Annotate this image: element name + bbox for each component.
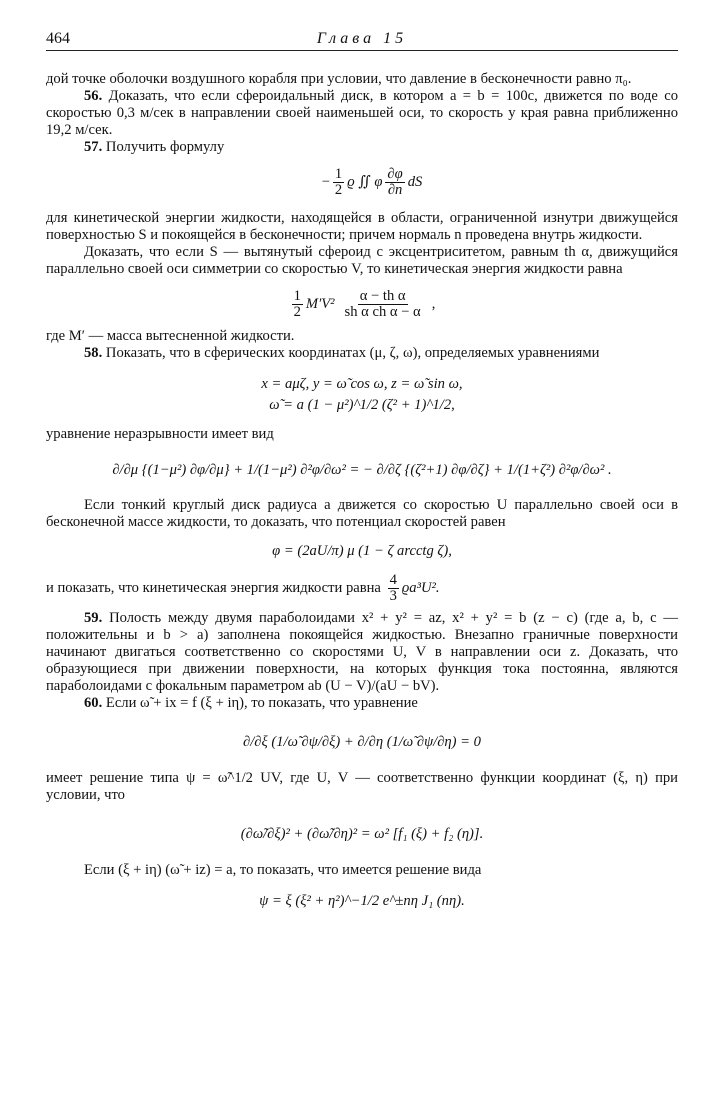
problem-59-text: Полость между двумя параболоидами x² + y² = az, x² + y² = b (z − c) (где a, b, c — положительны и b > a) заполнена покоящейся жидкостью. Внезапно граничные поверхности начинают двигаться соответственно со скоростями U, V в направлении оси z. Доказать, что образующиеся при движении поверхности, на которых функция тока постоянна, являются параболоидами с фокальным параметром ab (U − V)/(aU − bV). bbox=[46, 610, 678, 694]
page-header bbox=[46, 30, 678, 51]
problem-59 bbox=[46, 610, 678, 695]
problem-57-text-b: для кинетической энергии жидкости, находящейся в области, ограниченной изнутри движущейся поверхностью S и покоящейся в бесконечности; причем нормаль n проведена внутрь жидкости. bbox=[46, 210, 678, 243]
equation-58-continuity: ∂/∂μ {(1−μ²) ∂φ/∂μ} + 1/(1−μ²) ∂²φ/∂ω² = − ∂/∂ζ {(ζ²+1) ∂φ/∂ζ} + 1/(1+ζ²) ∂²φ/∂ω² . bbox=[112, 461, 612, 478]
problem-56-number: 56. bbox=[84, 88, 103, 104]
equation-57-spheroid: $\frac{1}{2}$ M′V² $\frac{\text{α − th α}}{\text{sh α ch α − α}}$ , bbox=[293, 287, 436, 320]
problem-57 bbox=[46, 139, 678, 156]
equation-60-condition: (∂ω̃/∂ξ)² + (∂ω̃/∂η)² = ω² [f₁ (ξ) + f₂ (η)]. bbox=[240, 825, 484, 842]
equation-58-potential: φ = (2aU/π) μ (1 − ζ arcctg ζ), bbox=[272, 542, 452, 559]
intro-paragraph: дой точке оболочки воздушного корабля при условии, что давление в бесконечности равно π₀. bbox=[46, 71, 632, 87]
equation-60-stream: ∂/∂ξ (1/ω̃ ∂ψ/∂ξ) + ∂/∂η (1/ω̃ ∂ψ/∂η) = 0 bbox=[243, 733, 481, 750]
equation-58-omega: ω̃ = a (1 − μ²)^1/2 (ζ² + 1)^1/2, bbox=[269, 396, 455, 413]
problem-60 bbox=[46, 695, 678, 712]
problem-60-number: 60. bbox=[84, 695, 103, 711]
problem-58-text-d: и показать, что кинетическая энергия жидкости равна $\frac{4}{3}$ ϱa³U². bbox=[46, 572, 440, 604]
problem-56-text: Доказать, что если сфероидальный диск, в котором a = b = 100c, движется по воде со скоростью 0,3 м/сек в направлении своей наименьшей оси, то скорость у края равна приближенно 19,2 м/сек. bbox=[46, 88, 678, 138]
problem-59-number: 59. bbox=[84, 610, 103, 626]
equation-58-coords: x = aμζ, y = ω̃ cos ω, z = ω̃ sin ω, bbox=[261, 375, 463, 392]
problem-57-number: 57. bbox=[84, 139, 103, 155]
problem-57-text-c: Доказать, что если S — вытянутый сфероид с эксцентриситетом, равным th α, движущийся параллельно своей оси симметрии со скоростью V, то кинетическая энергия жидкости равна bbox=[46, 244, 678, 277]
problem-57-text: Получить формулу bbox=[105, 139, 225, 155]
problem-56 bbox=[46, 88, 678, 139]
page-number: 464 bbox=[46, 30, 70, 47]
problem-57-text-d: где M′ — масса вытесненной жидкости. bbox=[46, 328, 295, 344]
chapter-title: Глава 15 bbox=[316, 30, 408, 47]
equation-57-energy: − $\frac{1}{2}$ ϱ ∬ φ $\frac{\partial\varphi}{\partial n}$ dS bbox=[321, 165, 423, 198]
problem-58-text-b: уравнение неразрывности имеет вид bbox=[46, 426, 274, 442]
problem-58-text-c: Если тонкий круглый диск радиуса a движется со скоростью U параллельно своей оси в бесконечной массе жидкости, то доказать, что потенциал скоростей равен bbox=[46, 497, 678, 530]
problem-60-text-c: Если (ξ + iη) (ω̃ + iz) = a, то показать, что имеется решение вида bbox=[84, 862, 482, 878]
problem-58-text: Показать, что в сферических координатах (μ, ζ, ω), определяемых уравнениями bbox=[105, 345, 600, 361]
page bbox=[46, 30, 678, 911]
problem-60-text: Если ω̃ + ix = f (ξ + iη), то показать, что уравнение bbox=[105, 695, 418, 711]
problem-58-number: 58. bbox=[84, 345, 103, 361]
problem-60-text-b: имеет решение типа ψ = ω̃^1/2 UV, где U, V — соответственно функции координат (ξ, η) при условии, что bbox=[46, 770, 678, 803]
problem-58 bbox=[46, 345, 678, 362]
equation-60-solution: ψ = ξ (ξ² + η²)^−1/2 e^±nη J₁ (nη). bbox=[259, 892, 465, 909]
